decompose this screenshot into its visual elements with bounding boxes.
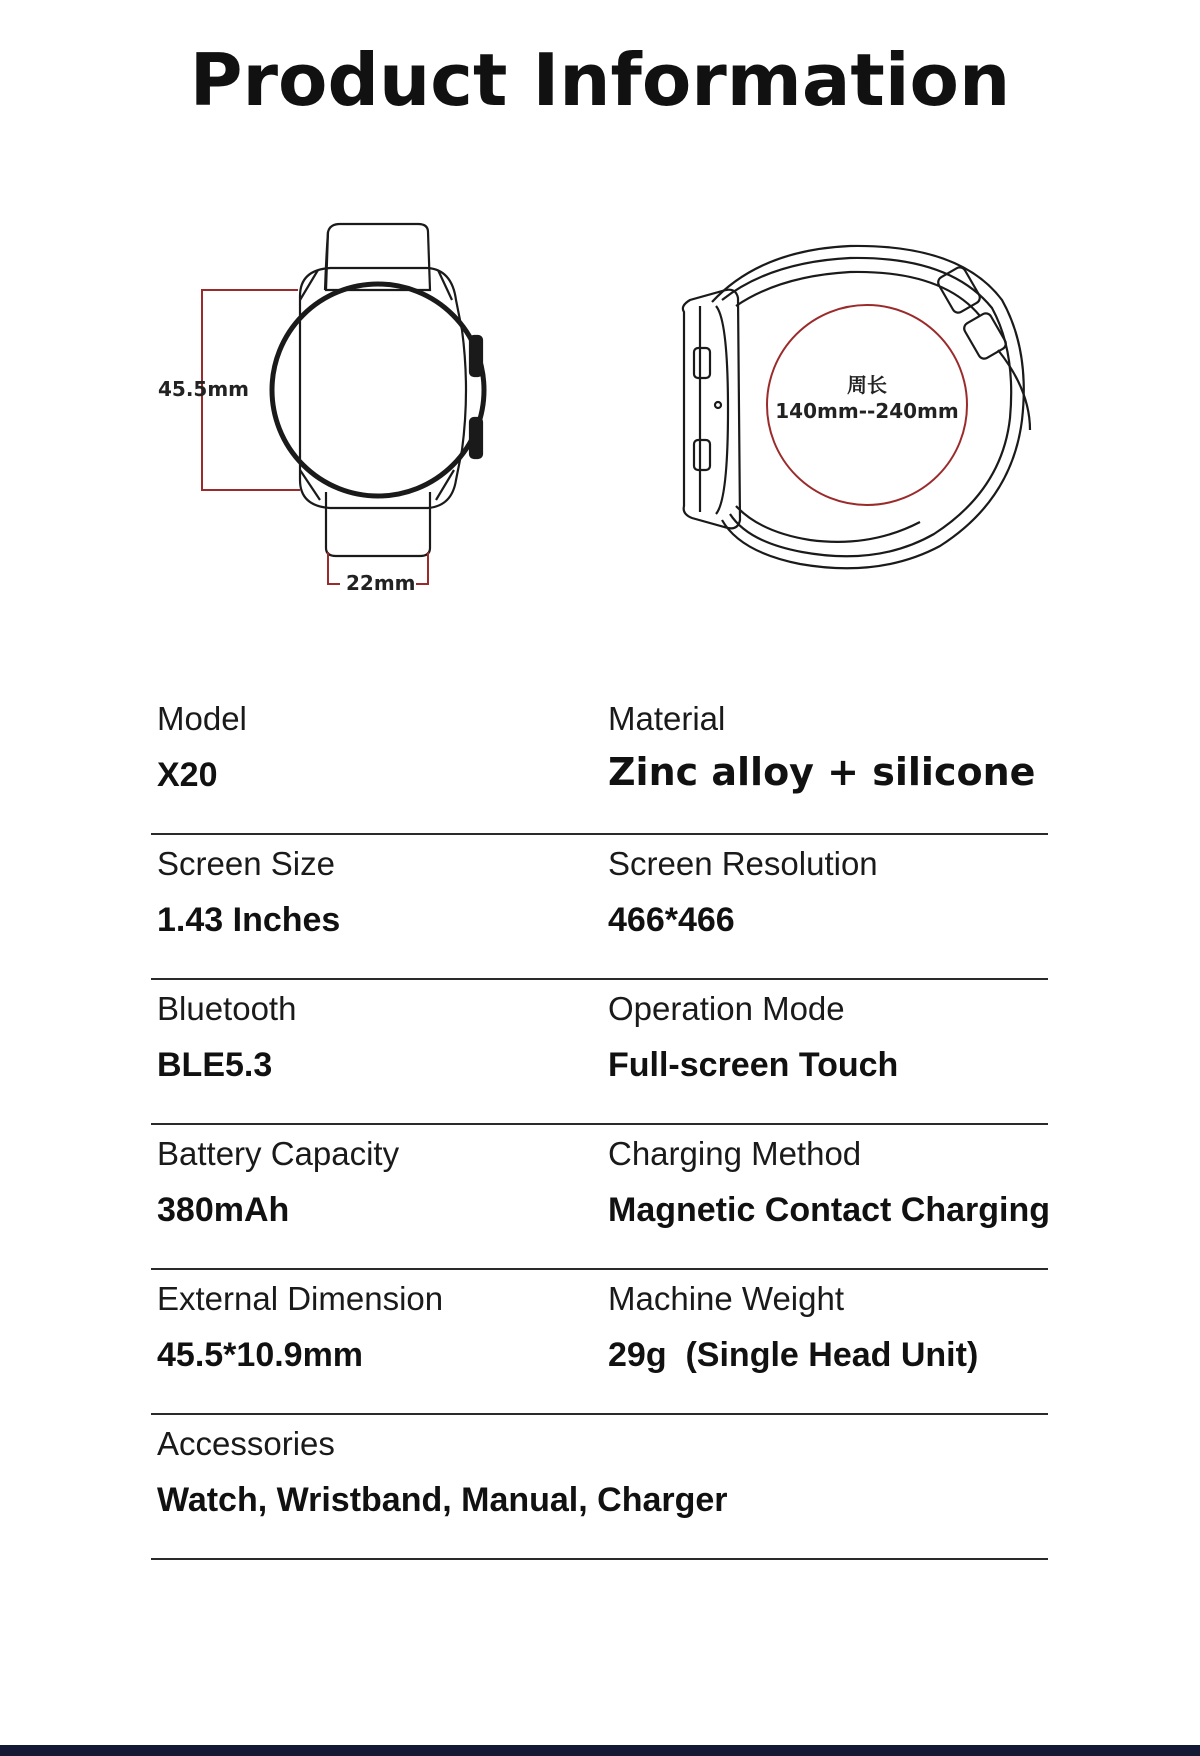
spec-value: 45.5*10.9mm — [157, 1336, 364, 1374]
spec-row-accessories — [151, 1415, 1048, 1560]
spec-table — [151, 690, 1051, 1560]
spec-value: 380mAh — [157, 1191, 290, 1229]
watch-front-view — [272, 224, 484, 556]
spec-value: Zinc alloy + silicone — [608, 750, 1036, 794]
page-title: Product Information — [189, 38, 1011, 122]
spec-value: Full-screen Touch — [608, 1046, 899, 1084]
circumference-label: 周长 — [847, 373, 887, 397]
spec-value: 29g (Single Head Unit) — [608, 1336, 979, 1374]
spec-label: Charging Method — [608, 1135, 862, 1172]
spec-value: Watch, Wristband, Manual, Charger — [157, 1481, 728, 1519]
spec-label: Accessories — [157, 1425, 335, 1462]
spec-label: Battery Capacity — [157, 1135, 400, 1172]
spec-label: Operation Mode — [608, 990, 845, 1027]
height-label: 45.5mm — [158, 377, 250, 401]
spec-row-bluetooth-operation — [151, 980, 1048, 1125]
spec-label: Bluetooth — [157, 990, 297, 1027]
watch-dimension-diagram — [0, 0, 1200, 640]
spec-label: Screen Size — [157, 845, 335, 882]
spec-row-model-material — [151, 690, 1048, 835]
spec-value: X20 — [157, 756, 218, 794]
spec-label: Machine Weight — [608, 1280, 845, 1317]
spec-value: 1.43 Inches — [157, 901, 341, 939]
spec-row-screen — [151, 835, 1048, 980]
footer-bar — [0, 1745, 1200, 1756]
spec-label: Screen Resolution — [608, 845, 878, 882]
spec-label: External Dimension — [157, 1280, 444, 1317]
spec-label: Model — [157, 700, 247, 737]
spec-value: 466*466 — [608, 901, 735, 939]
band-width-label: 22mm — [346, 571, 416, 595]
spec-value: BLE5.3 — [157, 1046, 273, 1084]
spec-row-battery-charging — [151, 1125, 1051, 1270]
spec-row-dimension-weight — [151, 1270, 1048, 1415]
circumference-range: 140mm--240mm — [775, 399, 959, 423]
spec-label: Material — [608, 700, 726, 737]
spec-value: Magnetic Contact Charging — [608, 1191, 1051, 1229]
